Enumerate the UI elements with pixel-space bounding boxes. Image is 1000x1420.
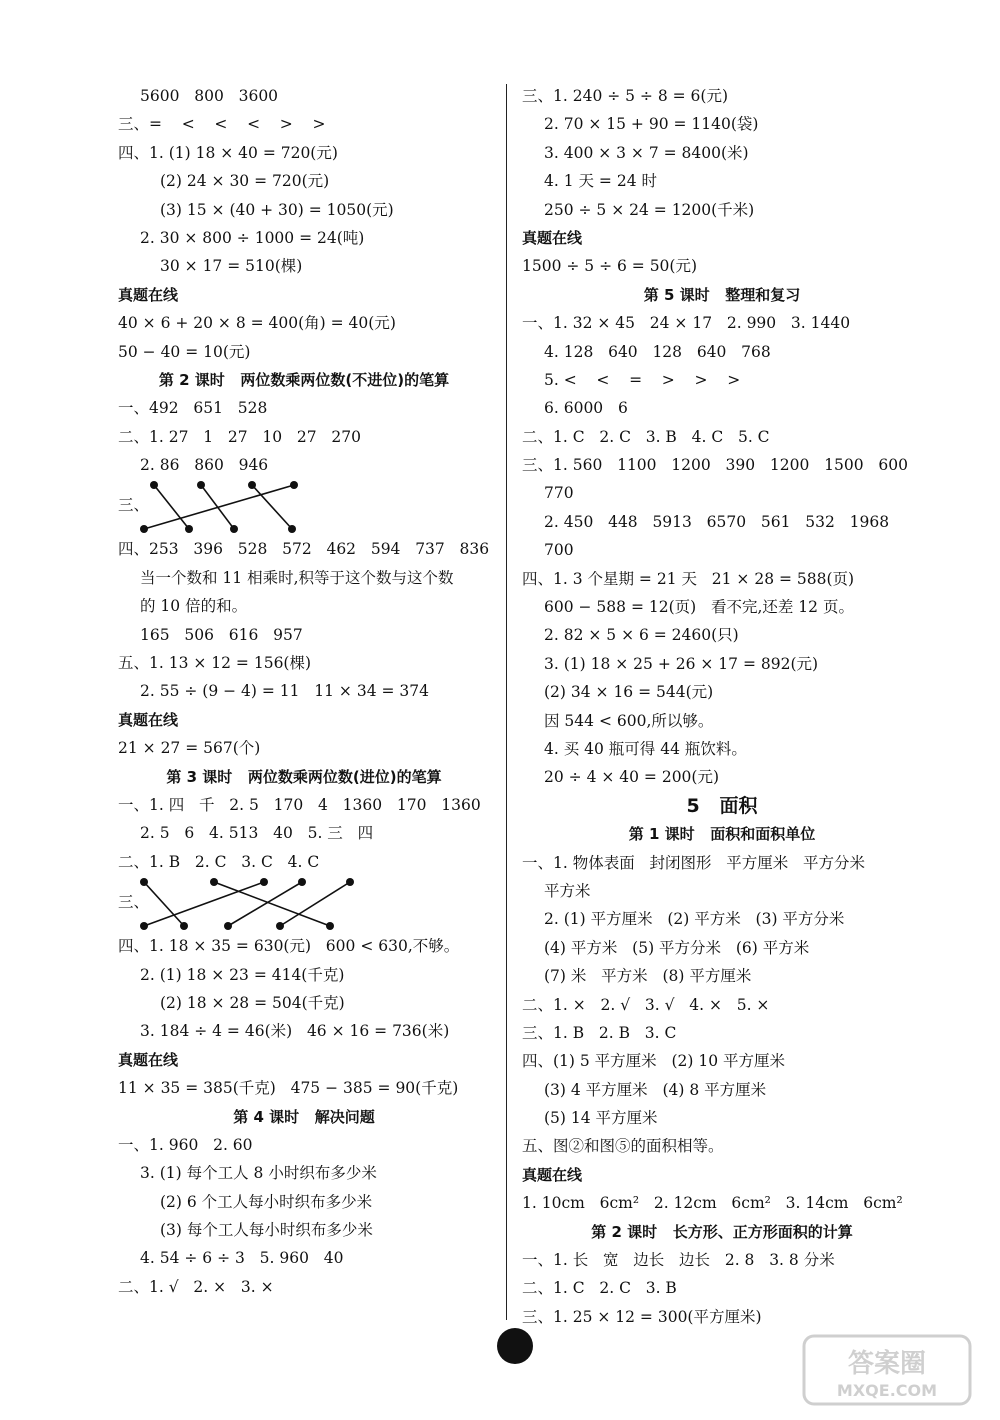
matching-diagram	[138, 479, 458, 535]
answer-line: 平方米	[544, 881, 591, 900]
matching-diagram	[138, 876, 458, 932]
answer-line: 165 506 616 957	[140, 625, 303, 644]
match-dot	[260, 878, 268, 886]
section-heading: 真题在线	[118, 285, 179, 304]
match-dot	[290, 481, 298, 489]
match-dot	[180, 922, 188, 930]
answer-line: 3. 400 × 3 × 7 = 8400(米)	[544, 143, 749, 162]
section-heading: 真题在线	[118, 710, 179, 729]
match-dot	[326, 922, 334, 930]
answer-line: 2. 86 860 946	[140, 456, 269, 475]
answer-line: 770	[544, 484, 574, 503]
answer-line: (2) 18 × 28 = 504(千克)	[160, 993, 345, 1012]
match-dot	[298, 878, 306, 886]
answer-line: (7) 米 平方米 (8) 平方厘米	[544, 967, 752, 986]
answer-line: 40 × 6 + 20 × 8 = 400(角) = 40(元)	[118, 314, 396, 333]
answer-line: 2. (1) 平方厘米 (2) 平方米 (3) 平方分米	[544, 910, 845, 929]
match-dot	[288, 525, 296, 533]
answer-line: (3) 4 平方厘米 (4) 8 平方厘米	[544, 1080, 767, 1099]
answer-line: 4. 128 640 128 640 768	[544, 342, 771, 361]
match-dot	[197, 481, 205, 489]
answer-line: 250 ÷ 5 × 24 = 1200(千米)	[544, 200, 755, 219]
answer-line: 三、1. 560 1100 1200 390 1200 1500 600	[522, 456, 908, 475]
answer-line: 2. 70 × 15 + 90 = 1140(袋)	[544, 115, 759, 134]
answer-line: 4. 54 ÷ 6 ÷ 3 5. 960 40	[140, 1249, 344, 1268]
section-heading: 真题在线	[522, 228, 583, 247]
answer-line: 700	[544, 541, 574, 560]
answer-line: 2. 30 × 800 ÷ 1000 = 24(吨)	[140, 228, 365, 247]
answer-line: (4) 平方米 (5) 平方分米 (6) 平方米	[544, 938, 810, 957]
match-dot	[224, 922, 232, 930]
answer-line: 3. (1) 每个工人 8 小时织布多少米	[140, 1164, 377, 1183]
match-dot	[140, 525, 148, 533]
answer-line: 二、1. √ 2. × 3. ×	[118, 1277, 274, 1296]
section-heading: 第 2 课时 两位数乘两位数(不进位)的笔算	[158, 370, 450, 389]
watermark-line2: MXQE.COM	[836, 1381, 938, 1400]
answer-line: (5) 14 平方厘米	[544, 1109, 658, 1128]
answer-line: 二、1. B 2. C 3. C 4. C	[118, 852, 320, 871]
section-heading: 第 3 课时 两位数乘两位数(进位)的笔算	[166, 767, 442, 786]
answer-line: 二、1. 27 1 27 10 27 270	[118, 427, 361, 446]
match-line	[214, 882, 330, 926]
answer-line: 五、1. 13 × 12 = 156(棵)	[118, 654, 312, 673]
answer-line: 二、1. C 2. C 3. B 4. C 5. C	[522, 427, 770, 446]
answer-line: 3. (1) 18 × 25 + 26 × 17 = 892(元)	[544, 654, 819, 673]
match-line	[154, 485, 189, 529]
page-number-badge	[497, 1328, 533, 1364]
match-dot	[230, 525, 238, 533]
section-heading: 真题在线	[522, 1165, 583, 1184]
answer-line: 四、1. (1) 18 × 40 = 720(元)	[118, 143, 338, 162]
right-column	[522, 82, 922, 1331]
match-dot	[140, 922, 148, 930]
answer-line: 四、1. 18 × 35 = 630(元) 600 < 630,不够。	[118, 937, 460, 956]
answer-line: 20 ÷ 4 × 40 = 200(元)	[544, 768, 720, 787]
match-line	[144, 882, 264, 926]
match-dot	[276, 922, 284, 930]
section-heading: 第 2 课时 长方形、正方形面积的计算	[591, 1222, 853, 1241]
left-column	[118, 82, 490, 1301]
answer-line: 一、1. 长 宽 边长 边长 2. 8 3. 8 分米	[522, 1251, 835, 1270]
match-dot	[150, 481, 158, 489]
unit-title: 5 面积	[686, 794, 758, 817]
answer-label: 三、	[118, 496, 150, 515]
answer-line: 30 × 17 = 510(棵)	[160, 257, 303, 276]
answer-line: 一、492 651 528	[118, 399, 268, 418]
answer-line: 3. 184 ÷ 4 = 46(米) 46 × 16 = 736(米)	[140, 1022, 450, 1041]
answer-line: 三、1. 240 ÷ 5 ÷ 8 = 6(元)	[522, 87, 729, 105]
answer-line: 2. 5 6 4. 513 40 5. 三 四	[140, 824, 374, 843]
answer-line: 4. 1 天 = 24 时	[544, 172, 657, 191]
section-heading: 第 4 课时 解决问题	[233, 1107, 375, 1126]
answer-line: 11 × 35 = 385(千克) 475 − 385 = 90(千克)	[118, 1079, 459, 1098]
match-dot	[140, 878, 148, 886]
answer-line: 一、1. 32 × 45 24 × 17 2. 990 3. 1440	[522, 314, 851, 333]
answer-line: 4. 买 40 瓶可得 44 瓶饮料。	[544, 739, 747, 758]
answer-line: 50 − 40 = 10(元)	[118, 342, 251, 361]
match-dot	[248, 481, 256, 489]
answer-line: 6. 6000 6	[544, 399, 628, 418]
answer-line: 5. < < = > > >	[544, 370, 741, 389]
answer-label: 三、	[118, 893, 150, 912]
match-dot	[185, 525, 193, 533]
matching-exercise	[118, 479, 490, 535]
answer-line: 四、1. 3 个星期 = 21 天 21 × 28 = 588(页)	[522, 569, 855, 588]
answer-line: 一、1. 四 千 2. 5 170 4 1360 170 1360	[118, 795, 481, 814]
answer-line: 21 × 27 = 567(个)	[118, 739, 261, 758]
answer-line: 的 10 倍的和。	[140, 597, 248, 616]
answer-line: 三、1. B 2. B 3. C	[522, 1023, 677, 1042]
answer-line: 2. (1) 18 × 23 = 414(千克)	[140, 965, 345, 984]
answer-line: 三、1. 25 × 12 = 300(平方厘米)	[522, 1307, 762, 1326]
watermark-logo	[802, 1334, 972, 1406]
answer-line: 四、(1) 5 平方厘米 (2) 10 平方厘米	[522, 1052, 785, 1071]
section-heading: 第 1 课时 面积和面积单位	[628, 825, 816, 844]
answer-line: 600 − 588 = 12(页) 看不完,还差 12 页。	[544, 598, 854, 617]
answer-line: 2. 82 × 5 × 6 = 2460(只)	[544, 626, 739, 645]
answer-line: 5600 800 3600	[140, 87, 279, 105]
match-dot	[346, 878, 354, 886]
answer-line: 当一个数和 11 相乘时,积等于这个数与这个数	[140, 568, 454, 587]
match-dot	[210, 878, 218, 886]
answer-line: 二、1. C 2. C 3. B	[522, 1279, 677, 1298]
answer-line: 2. 55 ÷ (9 − 4) = 11 11 × 34 = 374	[140, 682, 429, 701]
answer-line: 因 544 < 600,所以够。	[544, 711, 714, 730]
answer-line: 一、1. 960 2. 60	[118, 1135, 253, 1154]
answer-line: 二、1. × 2. √ 3. √ 4. × 5. ×	[522, 995, 770, 1014]
answer-line: (3) 每个工人每小时织布多少米	[160, 1221, 373, 1240]
answer-line: (2) 24 × 30 = 720(元)	[160, 172, 330, 191]
column-divider	[506, 84, 507, 1320]
answer-line: 1500 ÷ 5 ÷ 6 = 50(元)	[522, 257, 698, 276]
answer-line: 三、= < < < > >	[118, 115, 326, 134]
answer-line: 一、1. 物体表面 封闭图形 平方厘米 平方分米	[522, 853, 866, 872]
answer-line: 五、图②和图⑤的面积相等。	[522, 1137, 724, 1156]
answer-line: 2. 450 448 5913 6570 561 532 1968	[544, 512, 890, 531]
answer-line: 1. 10cm 6cm² 2. 12cm 6cm² 3. 14cm 6cm²	[522, 1194, 903, 1213]
section-heading: 第 5 课时 整理和复习	[643, 285, 801, 304]
matching-exercise	[118, 876, 490, 932]
answer-line: (3) 15 × (40 + 30) = 1050(元)	[160, 200, 394, 219]
section-heading: 真题在线	[118, 1050, 179, 1069]
answer-line: (2) 6 个工人每小时织布多少米	[160, 1192, 373, 1211]
answer-line: 四、253 396 528 572 462 594 737 836	[118, 540, 490, 559]
watermark-line1: 答案圈	[847, 1349, 927, 1379]
answer-line: (2) 34 × 16 = 544(元)	[544, 683, 714, 702]
